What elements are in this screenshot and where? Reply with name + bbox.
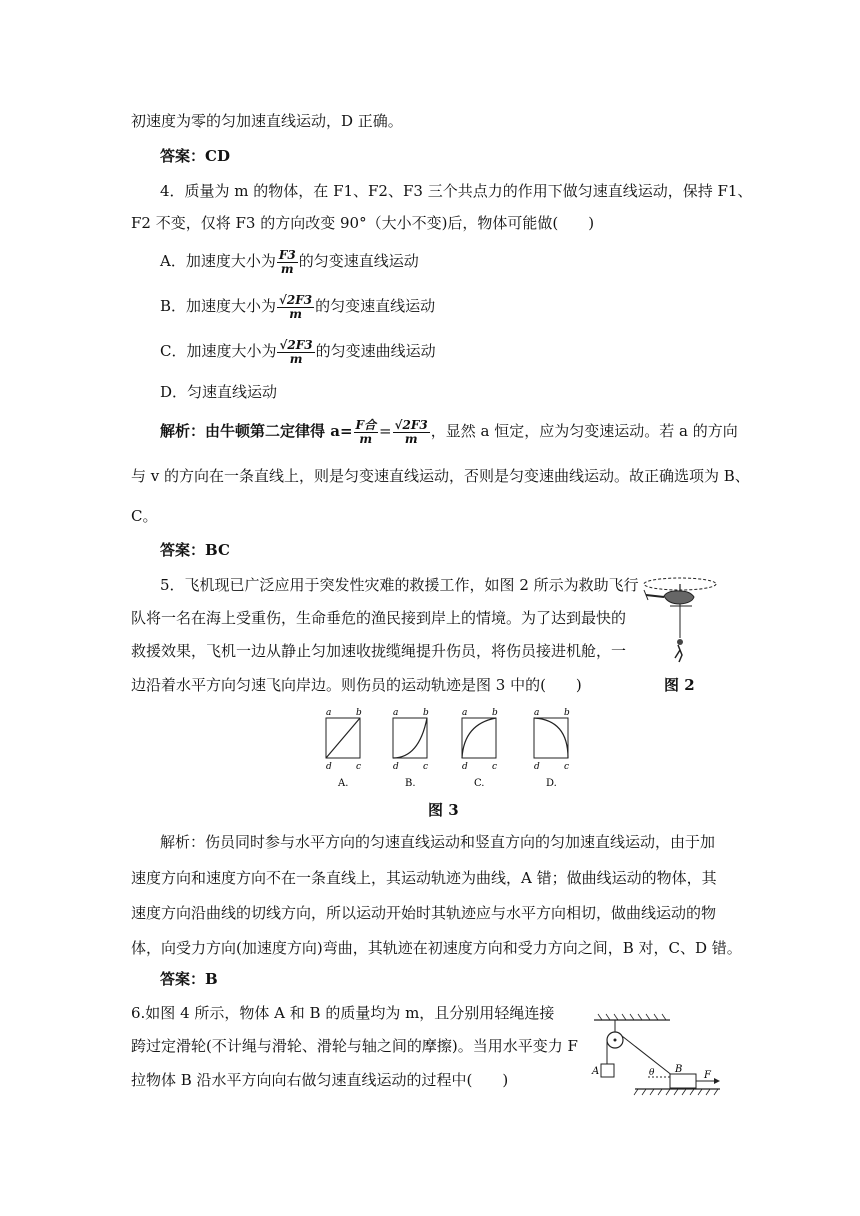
fraction-sqrt2f3-over-m bbox=[277, 294, 314, 321]
option-a-suffix: 的匀变速直线运动 bbox=[298, 252, 419, 270]
corner-label: a bbox=[393, 708, 399, 718]
fraction-sqrt2f3-over-m bbox=[277, 339, 314, 366]
corner-label: b bbox=[423, 708, 429, 718]
question-6-line-3: 拉物体 B 沿水平方向向右做匀速直线运动的过程中( ) bbox=[131, 1071, 509, 1089]
question-6-line-2: 跨过定滑轮(不计绳与滑轮、滑轮与轴之间的摩擦)。当用水平变力 F bbox=[131, 1037, 578, 1055]
figure-3-caption: 图 3 bbox=[428, 801, 459, 819]
fraction-denominator: m bbox=[280, 261, 294, 276]
question-5-line-2: 队将一名在海上受重伤，生命垂危的渔民接到岸上的情境。为了达到最快的 bbox=[131, 609, 627, 627]
option-b bbox=[160, 291, 435, 321]
trajectory-curve bbox=[393, 718, 427, 758]
corner-label: c bbox=[564, 762, 570, 772]
block-a bbox=[601, 1064, 614, 1077]
corner-label: c bbox=[492, 762, 498, 772]
figure-2-helicopter-rescue bbox=[630, 570, 730, 670]
trajectory-curve bbox=[534, 718, 568, 758]
option-d: D．匀速直线运动 bbox=[160, 383, 278, 401]
corner-label: d bbox=[326, 762, 332, 772]
corner-label: b bbox=[492, 708, 498, 718]
option-c-prefix: C．加速度大小为 bbox=[160, 342, 277, 360]
question-4-line-2: F2 不变，仅将 F3 的方向改变 90°（大小不变)后，物体可能做( ) bbox=[131, 214, 595, 232]
panel-option-label: A. bbox=[338, 778, 349, 788]
corner-label: a bbox=[326, 708, 332, 718]
solution-4-line-2: 与 v 的方向在一条直线上，则是匀变速直线运动，否则是匀变速曲线运动。故正确选项为 B、 bbox=[131, 467, 750, 485]
solution-4-line-3: C。 bbox=[131, 507, 158, 525]
svg-text:F: F bbox=[704, 1070, 711, 1081]
fraction-f-net-over-m bbox=[354, 419, 379, 446]
corner-label: a bbox=[534, 708, 540, 718]
solution-5-line-1: 解析：伤员同时参与水平方向的匀速直线运动和竖直方向的匀加速直线运动，由于加 bbox=[160, 833, 716, 851]
fraction-denominator: m bbox=[404, 431, 418, 446]
option-c bbox=[160, 336, 436, 366]
answer-5: 答案：B bbox=[160, 970, 218, 988]
answer-4: 答案：BC bbox=[160, 541, 230, 559]
fraction-denominator: m bbox=[359, 431, 373, 446]
svg-text:A: A bbox=[592, 1066, 600, 1077]
panel-option-label: C. bbox=[474, 778, 485, 788]
trajectory-curve bbox=[462, 718, 496, 758]
trajectory-panel bbox=[534, 708, 570, 788]
figure-4-pulley-system bbox=[590, 1012, 725, 1104]
fraction-denominator: m bbox=[289, 306, 302, 321]
corner-label: c bbox=[356, 762, 362, 772]
option-b-prefix: B．加速度大小为 bbox=[160, 297, 277, 315]
option-a bbox=[160, 246, 419, 276]
option-c-suffix: 的匀变速曲线运动 bbox=[315, 342, 436, 360]
fraction-f3-over-m bbox=[277, 249, 298, 276]
solution-4-prefix: 解析：由牛顿第二定律得 a= bbox=[160, 422, 353, 440]
figure-3-trajectories bbox=[310, 706, 590, 788]
corner-label: d bbox=[462, 762, 468, 772]
question-5-line-4: 边沿着水平方向匀速飞向岸边。则伤员的运动轨迹是图 3 中的( ) bbox=[131, 676, 582, 694]
trajectory-panel bbox=[393, 708, 429, 788]
fraction-numerator: F3 bbox=[278, 247, 296, 262]
solution-5-line-2: 速度方向和速度方向不在一条直线上，其运动轨迹为曲线，A 错；做曲线运动的物体，其 bbox=[131, 869, 717, 887]
text-line: 初速度为零的匀加速直线运动，D 正确。 bbox=[131, 112, 403, 130]
fraction-numerator: √2F3 bbox=[279, 337, 313, 352]
corner-label: b bbox=[356, 708, 362, 718]
solution-4-line-1 bbox=[160, 416, 738, 446]
option-b-suffix: 的匀变速直线运动 bbox=[315, 297, 436, 315]
question-4-line-1: 4．质量为 m 的物体，在 F1、F2、F3 三个共点力的作用下做匀速直线运动，保持 F1、 bbox=[160, 182, 753, 200]
corner-label: d bbox=[534, 762, 540, 772]
panel-option-label: B. bbox=[405, 778, 416, 788]
corner-label: a bbox=[462, 708, 468, 718]
trajectory-curve bbox=[326, 718, 360, 758]
trajectory-panel bbox=[326, 708, 362, 788]
option-a-prefix: A．加速度大小为 bbox=[160, 252, 276, 270]
question-5-line-3: 救援效果，飞机一边从静止匀加速收拢缆绳提升伤员，将伤员接进机舱，一 bbox=[131, 642, 627, 660]
trajectory-panel bbox=[462, 708, 498, 788]
fraction-denominator: m bbox=[289, 351, 303, 366]
svg-text:B: B bbox=[675, 1064, 683, 1075]
fraction-sqrt2f3-over-m bbox=[393, 419, 430, 446]
solution-4-suffix: ，显然 a 恒定，应为匀变速运动。若 a 的方向 bbox=[430, 422, 738, 440]
figure-2-caption: 图 2 bbox=[664, 676, 695, 694]
fraction-numerator: √2F3 bbox=[279, 292, 313, 307]
equals-sign: = bbox=[379, 422, 392, 440]
question-5-line-1: 5．飞机现已广泛应用于突发性灾难的救援工作，如图 2 所示为救助飞行 bbox=[160, 576, 639, 594]
solution-5-line-3: 速度方向沿曲线的切线方向，所以运动开始时其轨迹应与水平方向相切，做曲线运动的物 bbox=[131, 904, 717, 922]
corner-label: c bbox=[423, 762, 429, 772]
panel-frame bbox=[534, 718, 568, 758]
fraction-numerator: √2F3 bbox=[394, 417, 428, 432]
answer-3: 答案：CD bbox=[160, 147, 230, 165]
svg-text:θ: θ bbox=[649, 1068, 655, 1078]
corner-label: b bbox=[564, 708, 570, 718]
block-b bbox=[670, 1074, 696, 1088]
question-6-line-1: 6.如图 4 所示，物体 A 和 B 的质量均为 m，且分别用轻绳连接 bbox=[131, 1004, 555, 1022]
corner-label: d bbox=[393, 762, 399, 772]
panel-option-label: D. bbox=[546, 778, 557, 788]
fraction-numerator: F合 bbox=[355, 417, 377, 432]
solution-5-line-4: 体，向受力方向(加速度方向)弯曲，其轨迹在初速度方向和受力方向之间，B 对，C、D 错。 bbox=[131, 939, 742, 957]
